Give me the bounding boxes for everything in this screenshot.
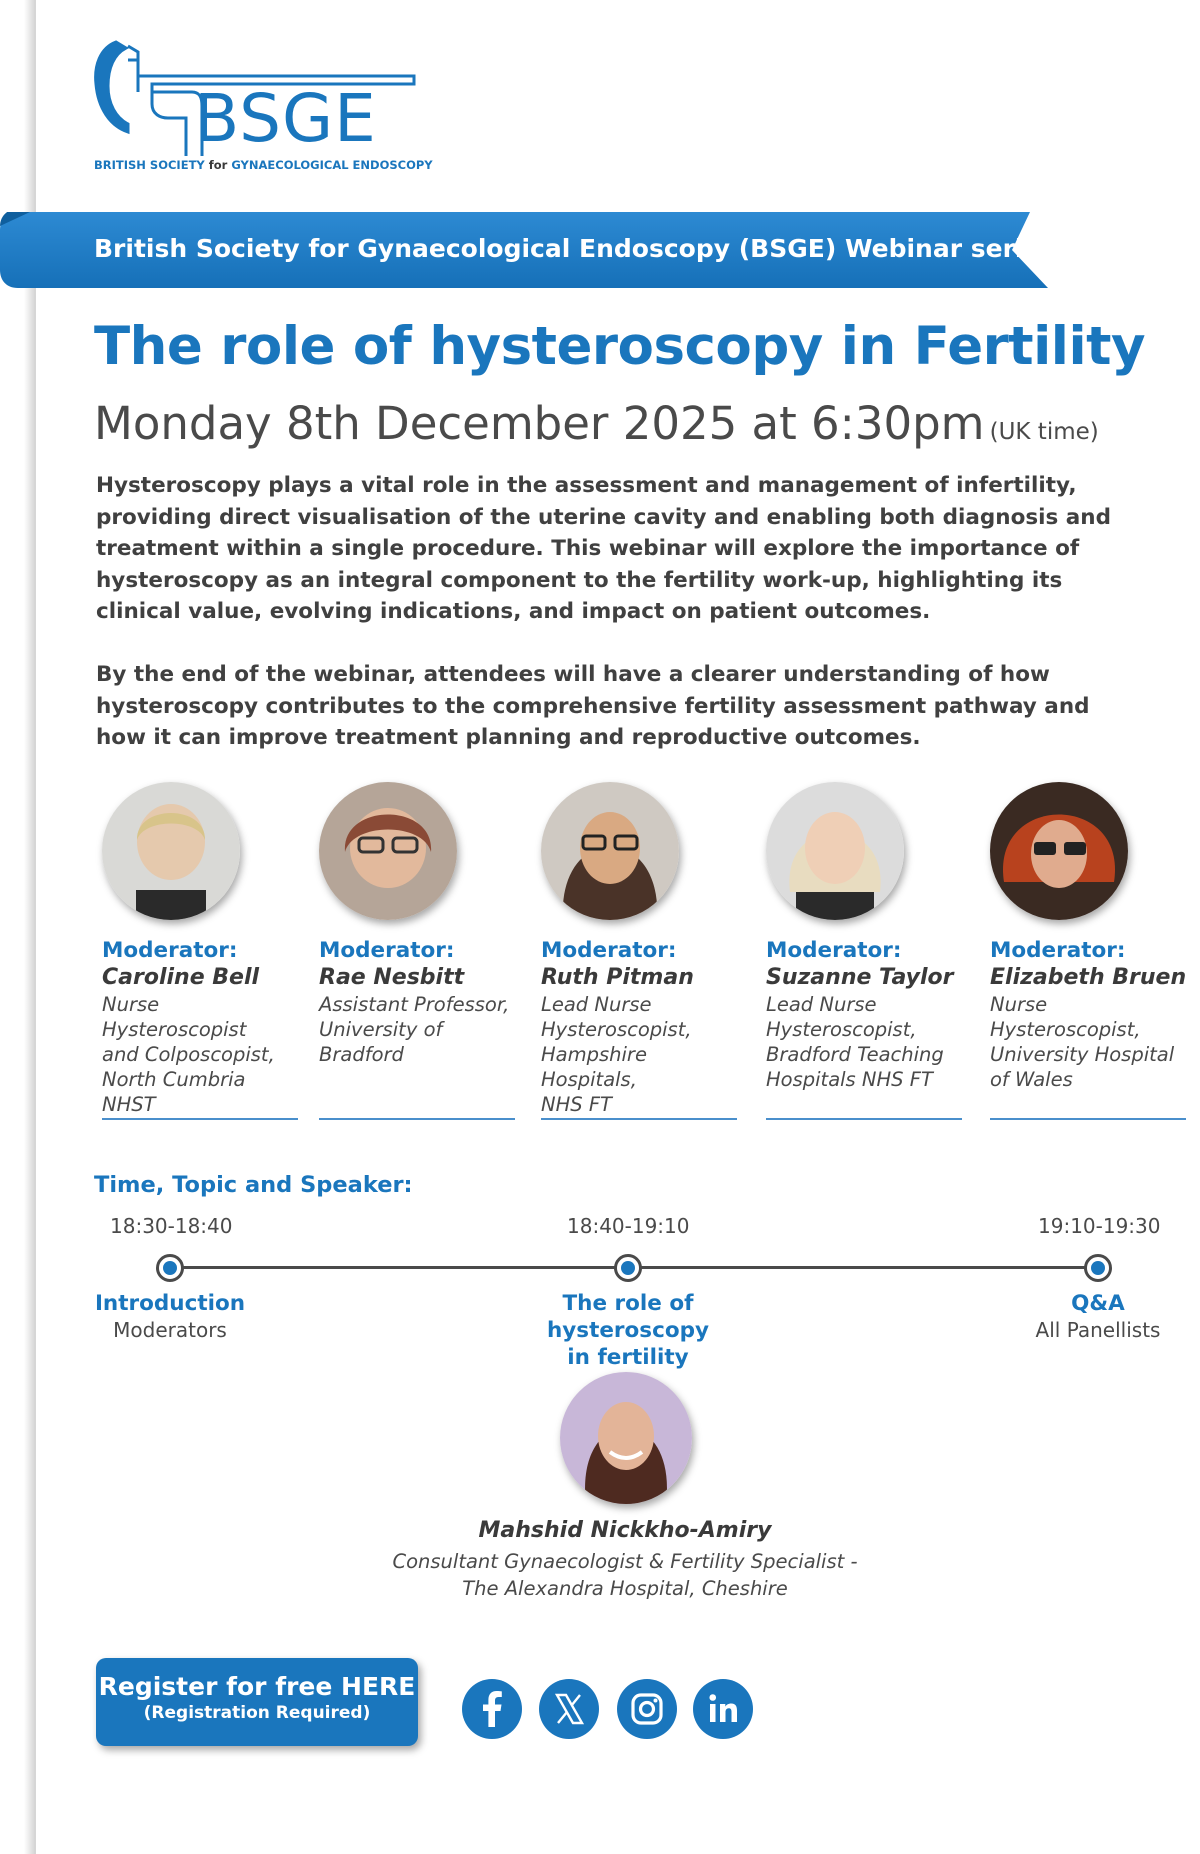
series-banner — [0, 212, 1056, 288]
schedule-time: 19:10-19:30 — [1038, 1214, 1161, 1238]
schedule-time: 18:30-18:40 — [110, 1214, 233, 1238]
moderator-photo — [766, 782, 904, 920]
linkedin-icon[interactable] — [693, 1679, 753, 1739]
divider — [990, 1118, 1186, 1120]
moderator-photo — [319, 782, 457, 920]
bsge-logo — [94, 36, 433, 176]
moderator-role: Moderator: — [990, 938, 1126, 963]
affiliation-line: Bradford Teaching — [766, 1043, 944, 1066]
schedule-topic: in fertility — [567, 1345, 689, 1370]
speaker-name: Mahshid Nickkho-Amiry — [478, 1518, 772, 1543]
affiliation-line: and Colposcopist, — [102, 1043, 275, 1066]
moderator-name: Caroline Bell — [102, 965, 260, 990]
moderator-name: Rae Nesbitt — [319, 965, 465, 990]
schedule-topic: Q&A — [1071, 1291, 1125, 1316]
affiliation-line: University Hospital — [990, 1043, 1175, 1066]
moderator-role: Moderator: — [319, 938, 455, 963]
moderator-role: Moderator: — [766, 938, 902, 963]
moderator-name: Suzanne Taylor — [766, 965, 954, 990]
moderator-card — [766, 782, 966, 1092]
moderator-name: Elizabeth Bruen — [990, 965, 1187, 990]
register-button[interactable] — [96, 1658, 418, 1746]
page-title: The role of hysteroscopy in Fertility — [94, 316, 1145, 377]
speaker-title-line: The Alexandra Hospital, Cheshire — [462, 1577, 788, 1600]
facebook-icon[interactable] — [462, 1679, 522, 1739]
schedule-item — [60, 1290, 280, 1343]
affiliation-line: Hampshire Hospitals, — [541, 1043, 647, 1091]
affiliation-line: Hysteroscopist, — [766, 1018, 917, 1041]
moderator-role: Moderator: — [541, 938, 677, 963]
divider — [541, 1118, 737, 1120]
affiliation-line: Nurse Hysteroscopist — [102, 993, 247, 1041]
schedule-speaker: Moderators — [113, 1318, 227, 1342]
speaker-title — [300, 1548, 950, 1602]
moderator-card — [102, 782, 302, 1117]
moderator-role: Moderator: — [102, 938, 238, 963]
speaker-photo — [560, 1372, 692, 1504]
affiliation-line: of Wales — [990, 1068, 1073, 1091]
description-paragraph-1: Hysteroscopy plays a vital role in the assessment and management of infertility, providing direct visualisation of the uterine cavity and enabling both diagnosis and treatment within a single procedure. This webinar will explore the importance of hysteroscopy as an integral component to the fertility work-up, highlighting its clinical value, evolving indications, and impact on patient outcomes. — [96, 473, 1111, 624]
event-date — [94, 397, 1099, 450]
logo-subtitle — [94, 158, 433, 172]
moderator-affiliation — [766, 992, 966, 1092]
moderator-affiliation — [541, 992, 741, 1117]
moderator-photo — [541, 782, 679, 920]
event-date-main: Monday 8th December 2025 at 6:30pm — [94, 397, 985, 450]
affiliation-line: North Cumbria NHST — [102, 1068, 246, 1116]
moderator-photo — [990, 782, 1128, 920]
moderator-photo — [102, 782, 240, 920]
moderator-affiliation — [990, 992, 1190, 1092]
affiliation-line: University of — [319, 1018, 443, 1041]
affiliation-line: Hospitals NHS FT — [766, 1068, 933, 1091]
moderator-card — [990, 782, 1190, 1092]
timeline-dot — [1084, 1254, 1112, 1282]
divider — [319, 1118, 515, 1120]
schedule-heading: Time, Topic and Speaker: — [94, 1172, 413, 1198]
moderator-name: Ruth Pitman — [541, 965, 694, 990]
logo-subtitle-a: BRITISH SOCIETY — [94, 158, 205, 172]
banner-text: British Society for Gynaecological Endoscopy (BSGE) Webinar series — [94, 234, 1056, 263]
affiliation-line: Hysteroscopist, — [541, 1018, 692, 1041]
schedule-topic: The role of hysteroscopy — [546, 1291, 710, 1343]
affiliation-line: Nurse Hysteroscopist, — [990, 993, 1141, 1041]
logo-subtitle-b: GYNAECOLOGICAL ENDOSCOPY — [231, 158, 433, 172]
schedule-item — [1008, 1290, 1188, 1343]
affiliation-line: Bradford — [319, 1043, 404, 1066]
affiliation-line: Lead Nurse — [541, 993, 652, 1016]
timeline-dot — [614, 1254, 642, 1282]
moderator-card — [319, 782, 519, 1067]
affiliation-line: Lead Nurse — [766, 993, 877, 1016]
moderator-affiliation — [102, 992, 302, 1117]
schedule-item — [478, 1290, 778, 1371]
affiliation-line: NHS FT — [541, 1093, 612, 1116]
register-label: Register for free HERE — [98, 1672, 416, 1701]
instagram-icon[interactable] — [617, 1679, 677, 1739]
moderator-card — [541, 782, 741, 1117]
divider — [766, 1118, 962, 1120]
schedule-time: 18:40-19:10 — [567, 1214, 690, 1238]
timeline-dot — [156, 1254, 184, 1282]
x-icon[interactable] — [539, 1679, 599, 1739]
affiliation-line: Assistant Professor, — [319, 993, 510, 1016]
logo-wordmark: BSGE — [194, 80, 377, 157]
schedule-speaker: All Panellists — [1035, 1318, 1161, 1342]
logo-subtitle-for: for — [208, 158, 228, 172]
schedule-topic: Introduction — [94, 1291, 246, 1316]
event-timezone: (UK time) — [989, 419, 1099, 445]
speaker-title-line: Consultant Gynaecologist & Fertility Specialist - — [392, 1550, 858, 1573]
register-sublabel: (Registration Required) — [143, 1703, 371, 1723]
description-paragraph-2: By the end of the webinar, attendees will have a clearer understanding of how hysteroscopy contributes to the comprehensive fertility assessment pathway and how it can improve treatment planning and reproductive outcomes. — [96, 662, 1090, 750]
divider — [102, 1118, 298, 1120]
moderator-affiliation — [319, 992, 519, 1067]
